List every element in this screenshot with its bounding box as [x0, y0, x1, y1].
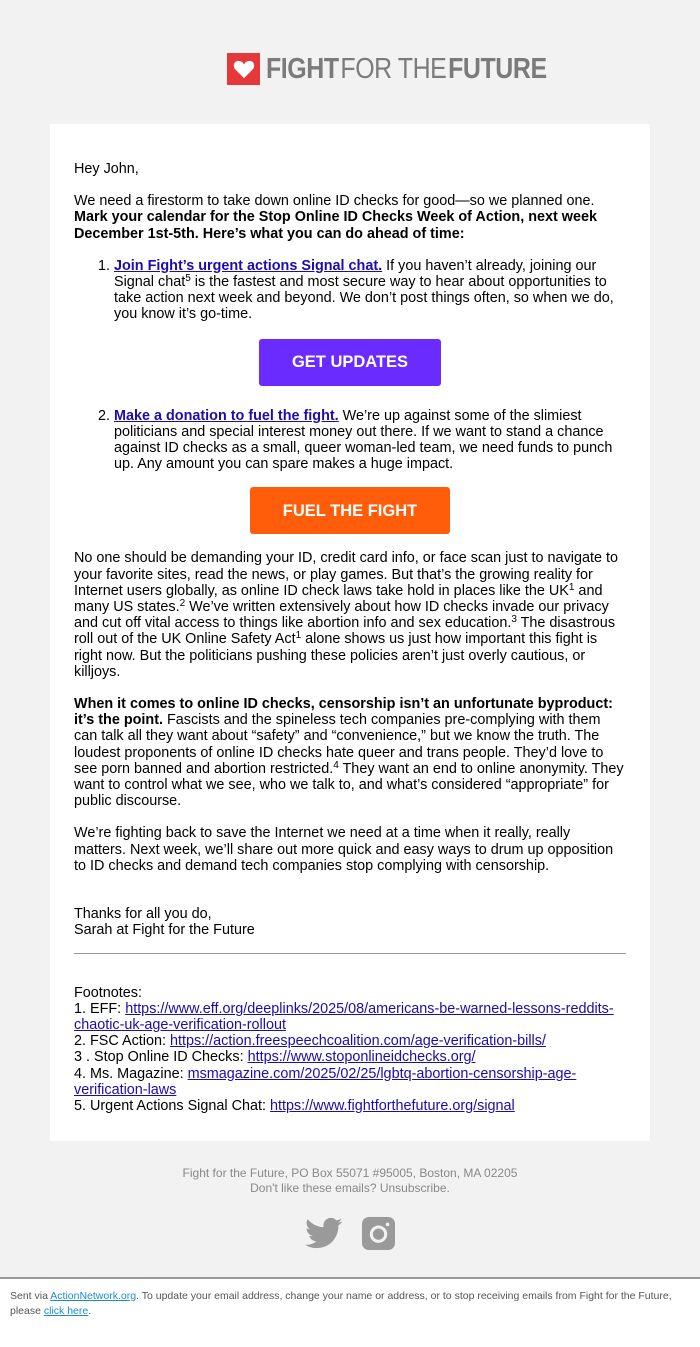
footnote-item: [74, 1098, 626, 1114]
get-updates-button[interactable]: GET UPDATES: [259, 339, 441, 386]
sent-end: .: [88, 1304, 92, 1317]
click-here-link[interactable]: click here: [43, 1304, 89, 1317]
button-row: [74, 323, 626, 408]
sent-via-text: [10, 1289, 680, 1318]
signoff-name: Sarah at Fight for the Future: [74, 922, 255, 939]
footnote-link[interactable]: https://www.eff.org/deeplinks/2025/08/americans-be-warned-lessons-reddits-chaotic-uk-age-verification-rollout: [74, 1000, 614, 1033]
footnote-ref: 1: [295, 630, 302, 642]
sent-middle: . To update your email address, change your name or address, or to stop receiving emails from Fight for the Future, please: [10, 1290, 672, 1317]
footnotes-title: Footnotes:: [74, 984, 142, 1001]
donation-link[interactable]: Make a donation to fuel the fight.: [114, 407, 339, 424]
item1-text: If you haven’t already, joining our Signal chat: [114, 257, 597, 291]
footer-address: Fight for the Future, PO Box 55071 #95005, Boston, MA 02205: [182, 1166, 518, 1180]
footnotes: [74, 985, 626, 1115]
heart-icon: [227, 53, 260, 85]
footnote-link[interactable]: https://action.freespeechcoalition.com/age-verification-bills/: [169, 1033, 546, 1050]
social-links: [305, 1217, 395, 1255]
fuel-the-fight-button[interactable]: FUEL THE FIGHT: [250, 487, 450, 534]
footer-address-block: [0, 1166, 700, 1195]
instagram-icon[interactable]: [362, 1217, 395, 1255]
logo-word-fight: FIGHT: [266, 52, 339, 85]
body-paragraph-2: [74, 696, 626, 809]
body-paragraph-3: We’re fighting back to save the Internet we need at a time when it really, really matters. Next week, we’ll share out more quick and easy ways to drum up opposition to ID checks and demand tech companies stop complying with censorship.: [74, 825, 614, 874]
logo-word-for-the: FOR THE: [340, 52, 447, 85]
footnote-link[interactable]: https://www.fightforthefuture.org/signal: [269, 1097, 515, 1114]
intro-bold-text: Mark your calendar for the Stop Online ID Checks Week of Action, next week December 1st-5th. Here’s what you can do ahead of time:: [74, 209, 597, 242]
footnote-item: [74, 1033, 626, 1049]
signal-chat-link[interactable]: Join Fight’s urgent actions Signal chat.: [114, 257, 383, 274]
footnote-ref: 5: [185, 273, 191, 285]
divider: [74, 953, 626, 954]
email-body: [74, 161, 626, 1114]
p2-text: They want an end to online anonymity. They want to control what we see, who we talk to, and what’s considered “appropriate” for public discourse.: [74, 760, 624, 810]
footnote-ref: 3: [511, 614, 517, 626]
intro-text: We need a firestorm to take down online ID checks for good—so we planned one.: [74, 193, 595, 210]
footnote-label: 3 . Stop Online ID Checks:: [74, 1049, 248, 1066]
action-list: [74, 258, 626, 323]
action-list-cont: [74, 408, 626, 473]
p1-text: No one should be demanding your ID, credit card info, or face scan just to navigate to your favorite sites, read the news, or play games. But that’s the growing reality for Internet users globally, as online ID check laws take hold in places like the UK: [74, 550, 618, 599]
p1-text: and many US states.: [74, 582, 603, 616]
p1-text: The disastrous roll out of the UK Online Safety Act: [74, 615, 616, 648]
p1-text: We’ve written extensively about how ID checks invade our privacy and cut off vital access to things like abortion info and sex education.: [74, 599, 609, 632]
footnote-label: 5. Urgent Actions Signal Chat:: [74, 1097, 270, 1114]
email-card: [50, 124, 650, 1141]
button-row: [74, 472, 626, 550]
body-paragraph-1: [74, 550, 626, 680]
p1-text: alone shows us just how important this fight is right now. But the politicians pushing these policies aren’t just overly cautious, or killjoys.: [74, 631, 598, 680]
list-item: [114, 408, 626, 473]
footnote-ref: 2: [179, 598, 186, 610]
unsubscribe-link[interactable]: Don't like these emails? Unsubscribe.: [250, 1180, 450, 1195]
intro-paragraph: [74, 193, 626, 242]
sent-prefix: Sent via: [10, 1290, 51, 1302]
footnote-ref: 4: [333, 759, 339, 771]
logo-wordmark: [266, 53, 547, 86]
footnote-ref: 1: [568, 581, 575, 593]
actionnetwork-link[interactable]: ActionNetwork.org: [50, 1290, 137, 1302]
p2-bold-text: When it comes to online ID checks, censorship isn’t an unfortunate byproduct: it’s the point.: [74, 696, 613, 729]
signature: [74, 906, 626, 938]
footnote-label: 1. EFF:: [74, 1000, 126, 1017]
logo-word-future: FUTURE: [448, 52, 547, 85]
greeting: Hey John,: [74, 161, 139, 177]
footnote-label: 4. Ms. Magazine:: [74, 1065, 188, 1082]
item2-text: We’re up against some of the slimiest politicians and special interest money out there. If we want to stand a chance against ID checks as a small, queer woman-led team, we need funds to punch up. Any amount you can spare makes a huge impact.: [114, 407, 613, 473]
footnote-link[interactable]: https://www.stoponlineidchecks.org/: [247, 1049, 476, 1066]
footnote-item: [74, 1049, 626, 1065]
fight-for-the-future-logo[interactable]: [227, 53, 592, 85]
footnote-item: [74, 1066, 626, 1098]
list-item: [114, 258, 626, 323]
twitter-icon[interactable]: [305, 1217, 343, 1255]
item1-text-cont: is the fastest and most secure way to hear about opportunities to take action next week and beyond. We don’t post things often, so when we do, you know it’s go-time.: [114, 274, 614, 323]
p2-text: Fascists and the spineless tech companies pre-complying with them can talk all they want about “safety” and “convenience,” but we know the truth. The loudest proponents of online ID checks hate queer and trans people. They’d love to see porn banned and abortion restricted.: [74, 712, 604, 777]
sent-via-footer: [0, 1277, 700, 1347]
footnote-label: 2. FSC Action:: [74, 1033, 170, 1050]
footnote-link[interactable]: msmagazine.com/2025/02/25/lgbtq-abortion-censorship-age-verification-laws: [74, 1065, 577, 1098]
footnote-item: [74, 1001, 626, 1033]
signoff-line: Thanks for all you do,: [74, 906, 212, 923]
